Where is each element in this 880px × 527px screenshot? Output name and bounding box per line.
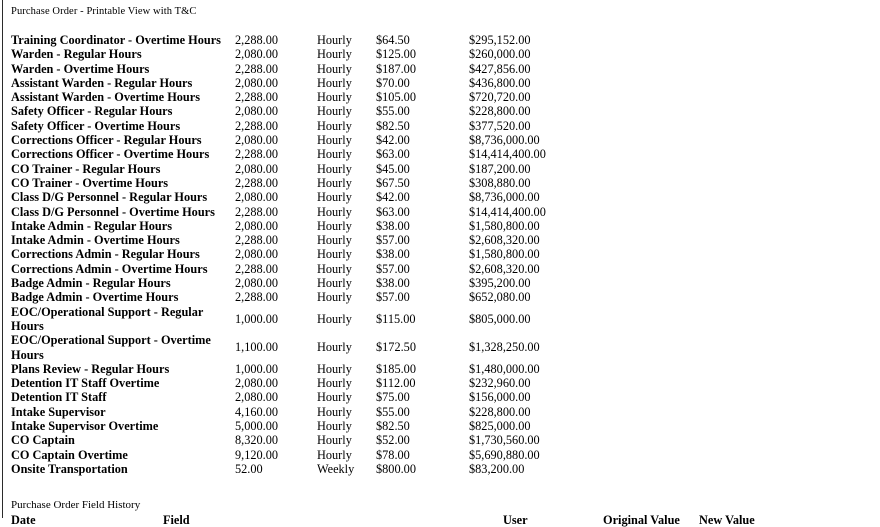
line-item-rate: $187.00 xyxy=(376,61,416,76)
line-item-rate: $38.00 xyxy=(376,247,410,262)
line-item-amount: $1,480,000.00 xyxy=(469,361,540,376)
table-row xyxy=(11,147,871,161)
line-item-quantity: 2,288.00 xyxy=(235,118,279,133)
line-item-rate: $38.00 xyxy=(376,276,410,291)
line-item-description: Badge Admin - Overtime Hours xyxy=(11,290,179,305)
line-item-description: Intake Admin - Regular Hours xyxy=(11,218,173,233)
line-item-rate: $125.00 xyxy=(376,47,416,62)
line-item-quantity: 2,080.00 xyxy=(235,75,279,90)
line-item-quantity: 2,288.00 xyxy=(235,61,279,76)
line-item-quantity: 2,080.00 xyxy=(235,133,279,148)
line-item-unit: Hourly xyxy=(317,147,352,162)
line-item-quantity: 2,080.00 xyxy=(235,47,279,62)
line-item-rate: $38.00 xyxy=(376,218,410,233)
line-item-description: Badge Admin - Regular Hours xyxy=(11,276,171,291)
line-item-amount: $2,608,320.00 xyxy=(469,233,540,248)
table-row xyxy=(11,462,871,476)
table-row xyxy=(11,362,871,376)
line-item-rate: $172.50 xyxy=(376,340,416,355)
line-item-unit: Hourly xyxy=(317,104,352,119)
line-item-amount: $436,800.00 xyxy=(469,75,531,90)
line-item-unit: Hourly xyxy=(317,161,352,176)
line-item-amount: $187,200.00 xyxy=(469,161,531,176)
line-item-description: Assistant Warden - Overtime Hours xyxy=(11,90,200,105)
line-item-amount: $5,690,880.00 xyxy=(469,447,540,462)
line-item-description: Intake Supervisor xyxy=(11,404,106,419)
line-item-description: CO Captain xyxy=(11,433,75,448)
line-item-unit: Hourly xyxy=(317,290,352,305)
line-item-rate: $70.00 xyxy=(376,75,410,90)
line-item-description: Plans Review - Regular Hours xyxy=(11,361,170,376)
line-item-quantity: 52.00 xyxy=(235,461,263,476)
table-row xyxy=(11,33,871,47)
line-item-description: Safety Officer - Regular Hours xyxy=(11,104,173,119)
line-item-amount: $232,960.00 xyxy=(469,376,531,391)
table-row xyxy=(11,47,871,61)
line-item-amount: $8,736,000.00 xyxy=(469,133,540,148)
line-item-rate: $78.00 xyxy=(376,447,410,462)
field-history-section-title: Purchase Order Field History xyxy=(11,499,141,511)
table-row xyxy=(11,405,871,419)
line-item-unit: Hourly xyxy=(317,276,352,291)
line-item-quantity: 5,000.00 xyxy=(235,419,279,434)
line-item-description: Class D/G Personnel - Regular Hours xyxy=(11,190,208,205)
line-item-rate: $64.50 xyxy=(376,33,410,47)
line-item-amount: $2,608,320.00 xyxy=(469,261,540,276)
line-item-description: Safety Officer - Overtime Hours xyxy=(11,118,181,133)
line-item-rate: $45.00 xyxy=(376,161,410,176)
line-item-quantity: 4,160.00 xyxy=(235,404,279,419)
line-item-description: Training Coordinator - Overtime Hours xyxy=(11,33,221,47)
table-row xyxy=(11,104,871,118)
line-item-unit: Weekly xyxy=(317,461,355,476)
line-item-amount: $1,730,560.00 xyxy=(469,433,540,448)
line-item-unit: Hourly xyxy=(317,247,352,262)
line-item-rate: $42.00 xyxy=(376,133,410,148)
line-item-unit: Hourly xyxy=(317,311,352,326)
line-item-quantity: 2,288.00 xyxy=(235,33,279,47)
line-items-body xyxy=(11,33,871,476)
line-item-unit: Hourly xyxy=(317,261,352,276)
line-item-description: CO Trainer - Overtime Hours xyxy=(11,175,169,190)
line-item-rate: $105.00 xyxy=(376,90,416,105)
line-item-rate: $75.00 xyxy=(376,390,410,405)
line-item-rate: $63.00 xyxy=(376,147,410,162)
table-row xyxy=(11,376,871,390)
line-item-quantity: 2,080.00 xyxy=(235,390,279,405)
line-item-quantity: 8,320.00 xyxy=(235,433,279,448)
line-item-description: Warden - Regular Hours xyxy=(11,47,142,62)
table-row xyxy=(11,162,871,176)
line-item-quantity: 2,080.00 xyxy=(235,161,279,176)
line-item-rate: $82.50 xyxy=(376,118,410,133)
table-row xyxy=(11,133,871,147)
table-row xyxy=(11,219,871,233)
line-item-description: Assistant Warden - Regular Hours xyxy=(11,75,193,90)
line-item-amount: $83,200.00 xyxy=(469,461,525,476)
line-item-quantity: 1,000.00 xyxy=(235,361,279,376)
line-item-quantity: 2,288.00 xyxy=(235,204,279,219)
line-item-quantity: 2,080.00 xyxy=(235,190,279,205)
line-item-amount: $720,720.00 xyxy=(469,90,531,105)
line-item-description: EOC/Operational Support - Overtime Hours xyxy=(11,333,211,362)
line-item-rate: $52.00 xyxy=(376,433,410,448)
line-item-rate: $55.00 xyxy=(376,404,410,419)
line-item-unit: Hourly xyxy=(317,218,352,233)
field-history-col-user: User xyxy=(503,513,528,527)
table-left-border xyxy=(2,0,3,518)
table-row xyxy=(11,276,871,290)
line-item-unit: Hourly xyxy=(317,90,352,105)
field-history-col-date: Date xyxy=(11,513,36,527)
line-item-quantity: 2,080.00 xyxy=(235,247,279,262)
line-item-description: Class D/G Personnel - Overtime Hours xyxy=(11,204,215,219)
line-item-amount: $1,580,800.00 xyxy=(469,218,540,233)
line-item-quantity: 2,080.00 xyxy=(235,276,279,291)
line-item-quantity: 1,100.00 xyxy=(235,340,279,355)
line-item-amount: $427,856.00 xyxy=(469,61,531,76)
line-item-unit: Hourly xyxy=(317,419,352,434)
table-row xyxy=(11,433,871,447)
line-item-rate: $185.00 xyxy=(376,361,416,376)
table-row xyxy=(11,190,871,204)
line-item-rate: $67.50 xyxy=(376,175,410,190)
line-item-description: EOC/Operational Support - Regular Hours xyxy=(11,304,204,333)
line-item-unit: Hourly xyxy=(317,75,352,90)
line-item-amount: $260,000.00 xyxy=(469,47,531,62)
line-item-quantity: 2,080.00 xyxy=(235,376,279,391)
line-item-rate: $115.00 xyxy=(376,311,416,326)
field-history-col-field: Field xyxy=(163,513,190,527)
line-item-amount: $295,152.00 xyxy=(469,33,531,47)
line-item-unit: Hourly xyxy=(317,133,352,148)
line-item-amount: $228,800.00 xyxy=(469,404,531,419)
line-item-description: CO Trainer - Regular Hours xyxy=(11,161,161,176)
table-row xyxy=(11,290,871,304)
line-item-description: Corrections Admin - Regular Hours xyxy=(11,247,200,262)
table-row xyxy=(11,176,871,190)
line-item-quantity: 2,288.00 xyxy=(235,90,279,105)
table-row xyxy=(11,62,871,76)
line-item-rate: $57.00 xyxy=(376,233,410,248)
line-item-unit: Hourly xyxy=(317,390,352,405)
line-item-quantity: 2,080.00 xyxy=(235,218,279,233)
line-item-rate: $63.00 xyxy=(376,204,410,219)
line-item-quantity: 2,288.00 xyxy=(235,233,279,248)
line-item-unit: Hourly xyxy=(317,376,352,391)
line-item-amount: $8,736,000.00 xyxy=(469,190,540,205)
line-item-description: Onsite Transportation xyxy=(11,461,128,476)
line-item-rate: $800.00 xyxy=(376,461,416,476)
line-item-unit: Hourly xyxy=(317,404,352,419)
line-item-quantity: 1,000.00 xyxy=(235,311,279,326)
table-row xyxy=(11,233,871,247)
table-row xyxy=(11,247,871,261)
table-row xyxy=(11,90,871,104)
line-item-unit: Hourly xyxy=(317,447,352,462)
table-row xyxy=(11,305,871,334)
line-item-amount: $377,520.00 xyxy=(469,118,531,133)
line-item-amount: $395,200.00 xyxy=(469,276,531,291)
line-item-description: Corrections Officer - Regular Hours xyxy=(11,133,202,148)
line-item-quantity: 2,288.00 xyxy=(235,175,279,190)
line-item-rate: $42.00 xyxy=(376,190,410,205)
table-row xyxy=(11,76,871,90)
line-item-unit: Hourly xyxy=(317,340,352,355)
line-item-amount: $14,414,400.00 xyxy=(469,204,546,219)
page-title: Purchase Order - Printable View with T&C xyxy=(11,6,197,17)
line-item-amount: $825,000.00 xyxy=(469,419,531,434)
line-item-rate: $55.00 xyxy=(376,104,410,119)
line-item-unit: Hourly xyxy=(317,433,352,448)
line-item-unit: Hourly xyxy=(317,361,352,376)
line-item-description: Corrections Officer - Overtime Hours xyxy=(11,147,210,162)
field-history-col-new-value: New Value xyxy=(699,513,755,527)
line-item-amount: $228,800.00 xyxy=(469,104,531,119)
table-row xyxy=(11,119,871,133)
table-row xyxy=(11,205,871,219)
table-row xyxy=(11,262,871,276)
table-row xyxy=(11,390,871,404)
line-item-description: Warden - Overtime Hours xyxy=(11,61,150,76)
line-item-unit: Hourly xyxy=(317,190,352,205)
line-item-description: Corrections Admin - Overtime Hours xyxy=(11,261,208,276)
table-row xyxy=(11,448,871,462)
line-item-unit: Hourly xyxy=(317,61,352,76)
line-item-quantity: 9,120.00 xyxy=(235,447,279,462)
line-item-amount: $1,580,800.00 xyxy=(469,247,540,262)
line-item-description: Detention IT Staff xyxy=(11,390,107,405)
line-item-quantity: 2,288.00 xyxy=(235,147,279,162)
table-row xyxy=(11,333,871,362)
line-item-amount: $1,328,250.00 xyxy=(469,340,540,355)
line-item-amount: $805,000.00 xyxy=(469,311,531,326)
line-item-quantity: 2,080.00 xyxy=(235,104,279,119)
line-items-table xyxy=(11,33,871,476)
field-history-header-row xyxy=(11,513,871,525)
line-item-amount: $652,080.00 xyxy=(469,290,531,305)
line-item-description: Intake Supervisor Overtime xyxy=(11,419,159,434)
line-item-amount: $14,414,400.00 xyxy=(469,147,546,162)
line-item-rate: $82.50 xyxy=(376,419,410,434)
line-item-amount: $308,880.00 xyxy=(469,175,531,190)
line-item-amount: $156,000.00 xyxy=(469,390,531,405)
line-item-unit: Hourly xyxy=(317,175,352,190)
line-item-rate: $57.00 xyxy=(376,290,410,305)
line-item-quantity: 2,288.00 xyxy=(235,261,279,276)
line-item-description: Detention IT Staff Overtime xyxy=(11,376,160,391)
line-item-description: Intake Admin - Overtime Hours xyxy=(11,233,180,248)
line-item-unit: Hourly xyxy=(317,118,352,133)
line-item-rate: $57.00 xyxy=(376,261,410,276)
line-item-description: CO Captain Overtime xyxy=(11,447,128,462)
line-item-unit: Hourly xyxy=(317,233,352,248)
field-history-col-original-value: Original Value xyxy=(603,513,680,527)
line-item-quantity: 2,288.00 xyxy=(235,290,279,305)
line-item-unit: Hourly xyxy=(317,47,352,62)
table-row xyxy=(11,419,871,433)
line-item-unit: Hourly xyxy=(317,33,352,47)
line-item-rate: $112.00 xyxy=(376,376,416,391)
line-item-unit: Hourly xyxy=(317,204,352,219)
